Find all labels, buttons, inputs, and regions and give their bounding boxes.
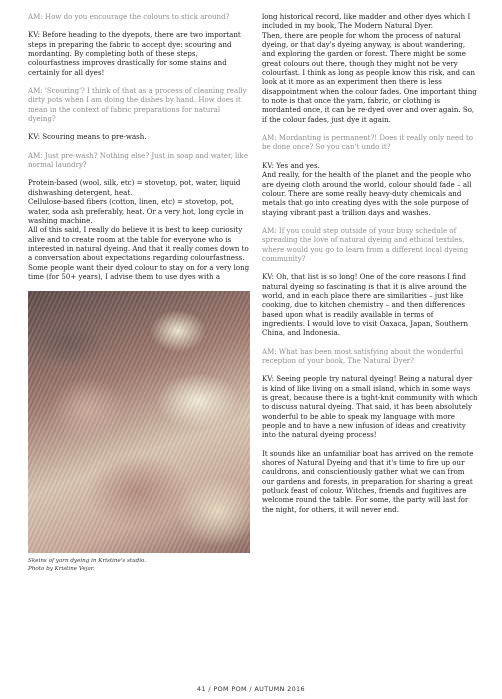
answer-curiosity: All of this said, I really do believe it is best to keep curiosity alive and to create room at the table for everyone who is interested in natural dyeing. And that it really comes down to a conversation about expectations regarding colourfastness. xyxy=(28,225,249,263)
answer-scouring-mordanting: KV: Before heading to the dyepots, there are two important steps in preparing the fabric to accept dye: scouring and mordanting. By completing both of these steps, colourfastness improves drastically for some stains and certainly for all dyes! xyxy=(28,30,241,77)
answer-book-reception: KV: Seeing people try natural dyeing! Being a natural dyer is kind of like living on a small island, which in some ways is great, because there is a tight-knit community with which to discuss natural dyeing. That said, it has been absolutely wonderful to be able to speak my language with more people and to have a new infusion of ideas and creativity into the natural dyeing process! xyxy=(262,374,478,440)
question-travel: AM: If you could step outside of your busy schedule of spreading the love of natural dyeing and ethical textiles, where would you go to learn from a different local dyeing community? xyxy=(262,225,469,263)
question-colours: AM: How do you encourage the colours to stick around? xyxy=(28,12,230,21)
answer-colour-should-fade: And really, for the health of the planet and the people who are dyeing cloth around the world, colour should fade – all colour. There are some really heavy-duty chemicals and metals that go into creating dyes with the sole purpose of staying vibrant past a trillion days and washes. xyxy=(262,170,472,217)
answer-travel: KV: Oh, that list is so long! One of the core reasons I find natural dyeing so fascinating is that it is alive around the world, and in each place there are similarities – just like cooking, due to kitchen chemistry – and then differences based upon what is readily available in terms of ingredients. I would love to visit Oaxaca, Japan, Southern China, and Indonesia. xyxy=(262,272,469,338)
caption-line-1: Skeins of yarn dyeing in Kristine's studio. xyxy=(28,558,147,565)
answer-yes: KV: Yes and yes. xyxy=(262,160,320,170)
answer-historical-record: long historical record, like madder and other dyes which I included in my book, The Modern Natural Dyer. xyxy=(262,12,471,31)
left-column xyxy=(28,12,250,573)
question-scouring: AM: 'Scouring'? I think of that as a process of cleaning really dirty pots when I am doing the dishes by hand. How does it mean in the context of fabric preparations for natural dyeing? xyxy=(28,86,247,124)
question-book-reception: AM: What has been most satisfying about the wonderful reception of your book, The Natural Dyer? xyxy=(262,346,464,365)
question-mordanting: AM: Mordanting is permanent?! Does it really only need to be done once? So you can't undo it? xyxy=(262,133,474,152)
question-just-prewash: AM: Just pre-wash? Nothing else? Just in soap and water, like normal laundry? xyxy=(28,150,249,170)
answer-protein-fibers: Protein-based (wool, silk, etc) = stovetop, pot, water, liquid dishwashing detergent, heat. xyxy=(28,178,241,197)
yarn-skeins-photo xyxy=(28,291,250,553)
answer-wandering: Then, there are people for whom the process of natural dyeing, or that day's dyeing anyway, is about wandering, and exploring the garden or forest. There might be some great colours out there, though they might not be very colourfast. I think as long as people know this risk, and can look at it more as an experiment then there is less disappointment when the colour fades. One important thing to note is that once the yarn, fabric, or clothing is mordanted once, it can be re-dyed over and over again. So, if the colour fades, just dye it again. xyxy=(262,30,477,124)
closing-paragraph: It sounds like an unfamiliar boat has arrived on the remote shores of Natural Dyeing and that it's time to fire up our cauldrons, and conscientiously gather what we can from our gardens and forests, in preparation for sharing a great potluck feast of colour. Witches, friends and fugitives are welcome round the table. For some, the party will last for the night, for others, it will never end. xyxy=(262,448,474,514)
answer-cellulose-fibers: Cellulose-based fibers (cotton, linen, etc) = stovetop, pot, water, soda ash preferably, heat. Or a very hot, long cycle in washing machine. xyxy=(28,197,244,225)
answer-long-lasting: Some people want their dyed colour to stay on for a very long time (for 50+ years), I advise them to use dyes with a xyxy=(28,262,250,281)
right-column xyxy=(262,12,478,520)
answer-prewash: KV: Scouring means to pre-wash. xyxy=(28,132,147,142)
caption-line-2: Photo by Kristine Vejar. xyxy=(28,565,95,572)
page-footer: 41 / POM POM / AUTUMN 2016 xyxy=(196,685,305,693)
photo-caption xyxy=(28,558,250,573)
